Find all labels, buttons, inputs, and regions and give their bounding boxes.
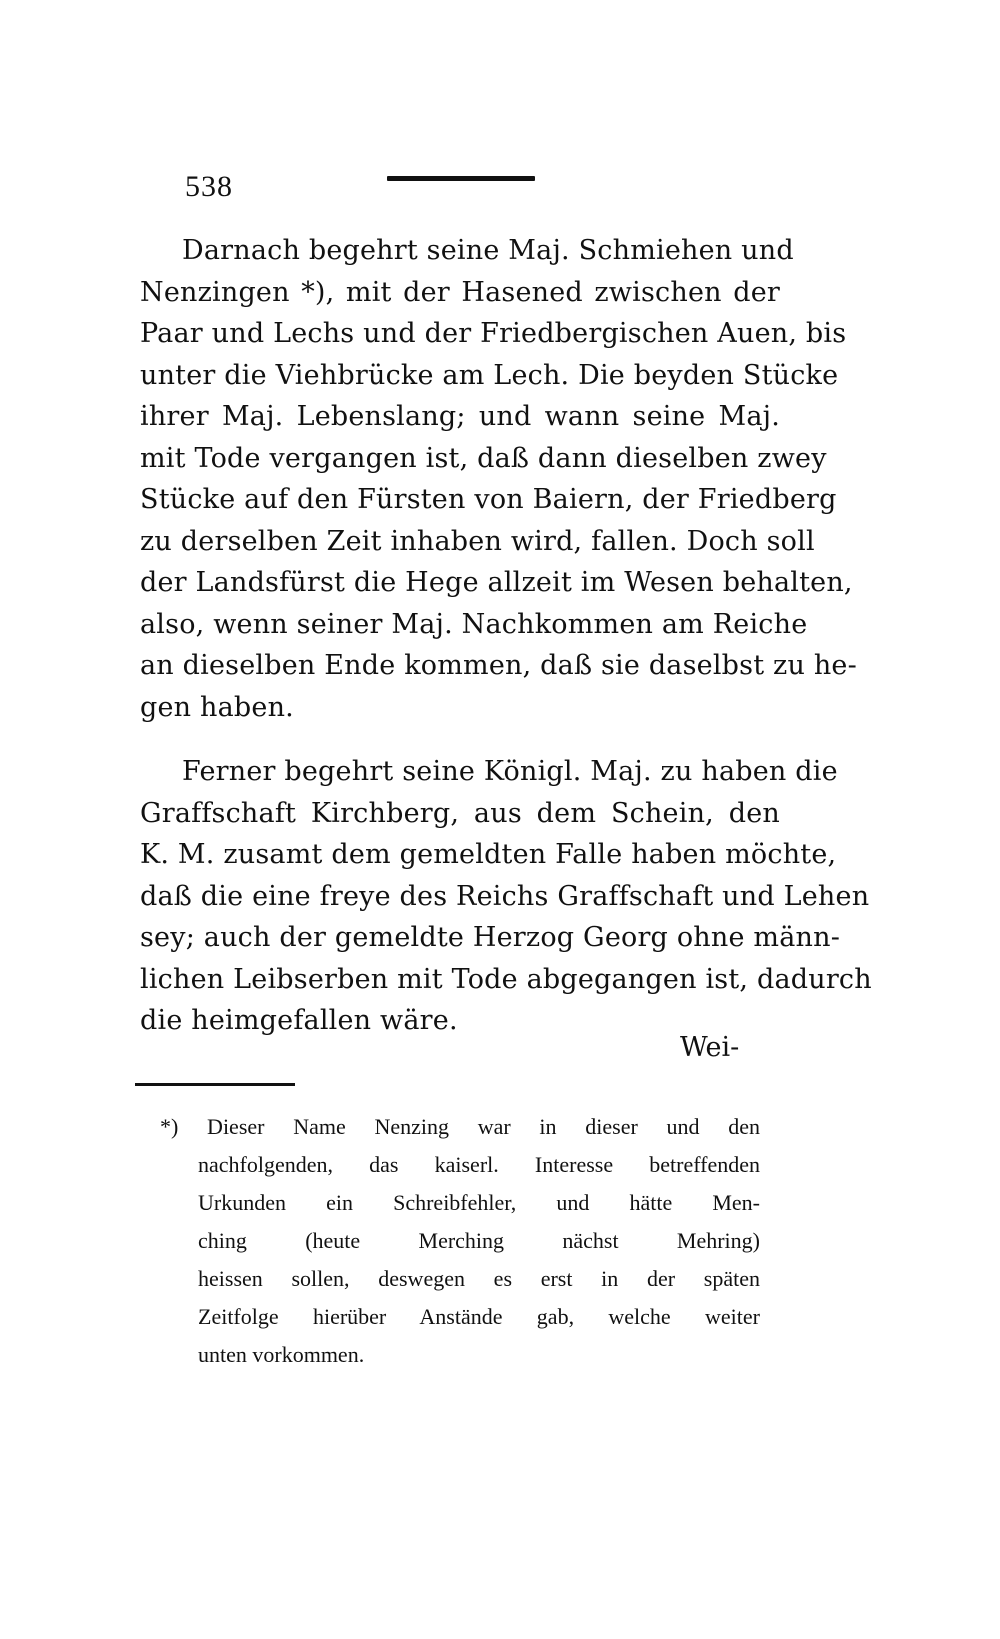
- catchword: Wei-: [680, 1032, 740, 1063]
- text-line: der Landsfürst die Hege allzeit im Wesen behalten,: [140, 567, 853, 598]
- footnote-line: Zeitfolge hierüber Anstände gab, welche weiter: [198, 1304, 760, 1329]
- text-line: lichen Leibserben mit Tode abgegangen ist, dadurch: [140, 963, 872, 995]
- footnote-line: unten vorkommen.: [198, 1342, 365, 1367]
- footnote-line: Urkunden ein Schreibfehler, und hätte Men-: [198, 1190, 760, 1215]
- footnote-line: heissen sollen, deswegen es erst in der späten: [198, 1266, 760, 1291]
- text-line: Graffschaft Kirchberg, aus dem Schein, den: [140, 797, 780, 829]
- text-line: die heimgefallen wäre.: [140, 1005, 458, 1036]
- text-line: sey; auch der gemeldte Herzog Georg ohne männ-: [140, 922, 841, 953]
- paragraph-gap: [140, 728, 780, 751]
- text-line: zu derselben Zeit inhaben wird, fallen. Doch soll: [140, 525, 815, 557]
- page-number: 538: [185, 170, 233, 203]
- text-line: gen haben.: [140, 691, 294, 723]
- text-line: Paar und Lechs und der Friedbergischen Auen, bis: [140, 318, 847, 349]
- text-line: mit Tode vergangen ist, daß dann dieselben zwey: [140, 442, 827, 474]
- text-line: Darnach begehrt seine Maj. Schmiehen und: [182, 235, 794, 266]
- text-line: daß die eine freye des Reichs Graffschaft und Lehen: [140, 880, 870, 912]
- header-rule: [387, 176, 535, 181]
- text-line: unter die Viehbrücke am Lech. Die beyden Stücke: [140, 359, 839, 391]
- text-line: Stücke auf den Fürsten von Baiern, der Friedberg: [140, 484, 837, 515]
- footnote-line: ching (heute Merching nächst Mehring): [198, 1228, 760, 1253]
- text-line: also, wenn seiner Maj. Nachkommen am Reiche: [140, 608, 808, 640]
- footnote: [160, 1108, 760, 1374]
- footnote-rule: [135, 1083, 295, 1086]
- text-line: an dieselben Ende kommen, daß sie daselbst zu he-: [140, 650, 857, 681]
- footnote-line: *) Dieser Name Nenzing war in dieser und den: [160, 1114, 760, 1139]
- text-line: Nenzingen *), mit der Hasened zwischen der: [140, 276, 780, 308]
- footnote-line: nachfolgenden, das kaiserl. Interesse betreffenden: [198, 1152, 760, 1177]
- text-line: K. M. zusamt dem gemeldten Falle haben möchte,: [140, 839, 837, 870]
- main-text: [140, 230, 872, 1042]
- text-line: ihrer Maj. Lebenslang; und wann seine Maj.: [140, 401, 780, 432]
- text-line: Ferner begehrt seine Königl. Maj. zu haben die: [182, 756, 838, 787]
